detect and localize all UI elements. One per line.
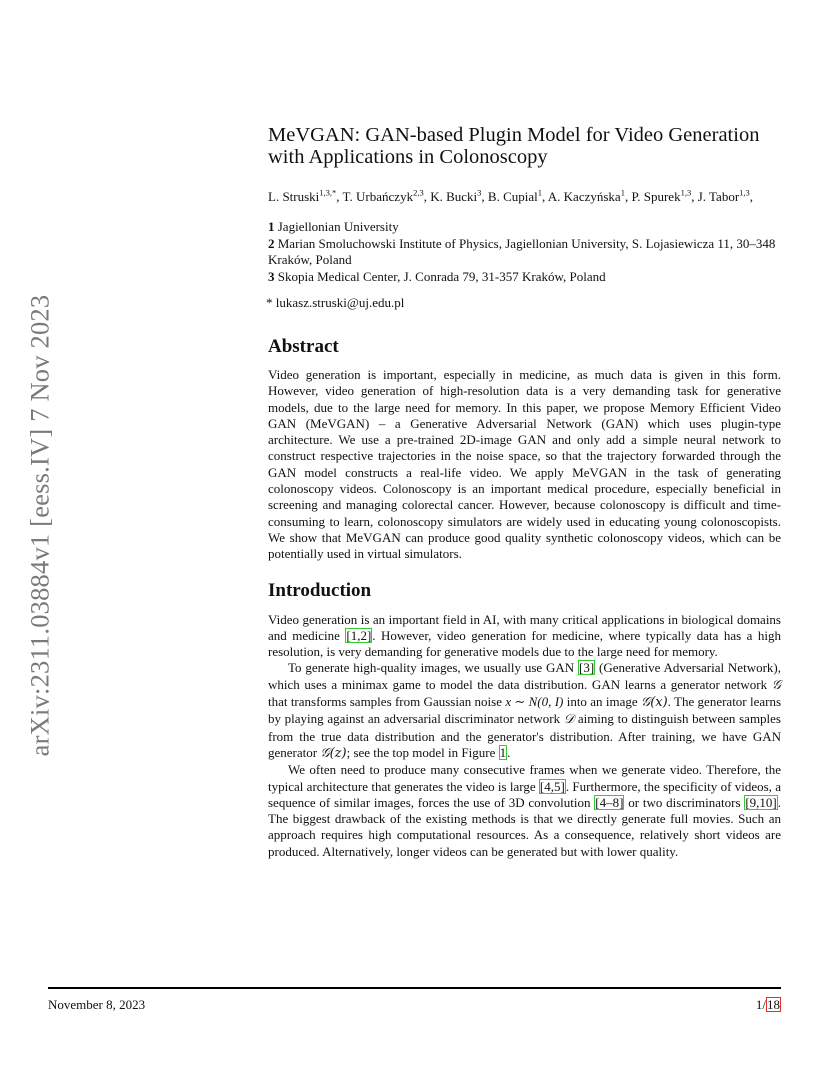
author-name: L. Struski (268, 189, 320, 204)
author-name: , T. Urbańczyk (336, 189, 414, 204)
author-name: , J. Tabor (691, 189, 740, 204)
footer-page-number (756, 997, 781, 1013)
paper-body (268, 124, 781, 860)
footer-rule (48, 987, 781, 989)
intro-paragraph-2 (268, 660, 781, 762)
citation-link[interactable]: [1,2] (346, 627, 372, 643)
author-affil-sup: 1,3,* (319, 187, 337, 198)
affiliation-3 (268, 269, 781, 286)
text-run: into an image (563, 694, 641, 710)
author-name: , K. Bucki (423, 189, 478, 204)
math-generated-image: 𝒢(x) (640, 695, 668, 711)
figure-link[interactable]: 1 (499, 744, 507, 760)
affiliation-number: 3 (268, 268, 275, 284)
text-run: ; see the top model in Figure (346, 744, 499, 760)
citation-link[interactable]: [4,5] (539, 778, 565, 794)
author-affil-sup: 1 (620, 187, 625, 198)
text-run: . However, video generation for medicine, where typically data has a high resolution, is very demanding for generative models due to the large need for memory. (268, 627, 781, 660)
text-run: We often need to produce many consecutive frames when we generate video. Therefore, the typical architecture that generates the video is large (268, 762, 781, 794)
math-noise: x ∼ N(0, I) (505, 694, 564, 710)
citation-link[interactable]: [9,10] (745, 794, 777, 810)
affiliation-1 (268, 219, 781, 236)
title-line-2: with Applications in Colonoscopy (268, 146, 548, 168)
affiliation-number: 1 (268, 219, 275, 234)
author-name: , P. Spurek (624, 189, 681, 204)
author-affil-sup: 1 (537, 187, 542, 198)
citation-link[interactable]: [4–8] (595, 794, 624, 810)
arxiv-stamp (20, 288, 60, 763)
text-run: . (507, 744, 511, 760)
math-discriminator: 𝒟 (563, 712, 575, 728)
author-name: , A. Kaczyńska (542, 189, 621, 204)
affiliation-number: 2 (268, 235, 275, 251)
author-list (268, 188, 781, 205)
text-run: or two discriminators (624, 794, 745, 810)
text-run: . Furthermore, the specificity of videos, a sequence of similar images, forces the use of 3D convolution (268, 778, 781, 810)
author-affil-sup: 3 (477, 187, 482, 198)
intro-paragraph-1 (268, 612, 781, 661)
author-affil-sup: 2,3 (413, 187, 424, 198)
text-run: (Generative Adversarial Network), which uses a minimax game to model the data distribution. GAN learns a generator network (268, 660, 781, 692)
footer-date: November 8, 2023 (48, 997, 146, 1012)
affiliation-text: Marian Smoluchowski Institute of Physics, Jagiellonian University, S. Lojasiewicza 11, 30–348 Kraków, Poland (268, 235, 776, 267)
affiliation-text: Jagiellonian University (274, 219, 399, 234)
paper-title (268, 124, 781, 168)
author-affil-sup: 1,3 (739, 187, 750, 198)
abstract-heading: Abstract (268, 336, 339, 357)
introduction-heading: Introduction (268, 579, 372, 601)
text-run: aiming to distinguish between samples from the true data distribution and the generator's distribution. After training, we have GAN generator (268, 711, 781, 760)
text-run: . The generator learns by playing against an adversarial discriminator network (268, 694, 781, 727)
arxiv-id[interactable]: arXiv:2311.03884v1 [eess.IV] 7 Nov 2023 (24, 294, 55, 757)
intro-paragraph-3 (268, 762, 781, 860)
math-generator-z: 𝒢(z) (320, 745, 347, 761)
math-generator: 𝒢 (771, 677, 781, 693)
corresponding-email[interactable]: * lukasz.struski@uj.edu.pl (266, 295, 405, 310)
page-total-link[interactable]: 18 (767, 997, 780, 1012)
text-run: To generate high-quality images, we usually use GAN (288, 660, 578, 676)
text-run: . The biggest drawback of the existing methods is that we directly generate full movies. Such an approach requires high computational resources. As a consequence, relatively short videos are produced. Alternatively, longer videos can be generated but with lower quality. (268, 794, 781, 859)
page-current: 1/ (755, 997, 766, 1012)
text-run: that transforms samples from Gaussian noise (268, 694, 506, 710)
abstract-text: Video generation is important, especially in medicine, as much data is given in this form. However, video generation of high-resolution data is a very demanding task for generative models, due to the large need for memory. In this paper, we propose Memory Efficient Video GAN (MeVGAN) – a Generative Adversarial Network (GAN) which uses plugin-type architecture. We use a pre-trained 2D-image GAN and only add a simple neural network to construct respective trajectories in the noise space, so that the trajectory forwarded through the GAN model constructs a real-life video. We apply MeVGAN in the task of generating colonoscopy videos. Colonoscopy is an important medical procedure, especially beneficial in screening and managing colorectal cancer. However, because colonoscopy is difficult and time-consuming to learn, colonoscopy simulators are widely used in educating young colonoscopists. We show that MeVGAN can produce good quality synthetic colonoscopy videos, which can be potentially used in virtual simulators. (268, 367, 781, 562)
affiliation-text: Skopia Medical Center, J. Conrada 79, 31-357 Kraków, Poland (274, 268, 606, 284)
title-line-1: MeVGAN: GAN-based Plugin Model for Video Generation (268, 124, 760, 146)
citation-link[interactable]: [3] (579, 660, 595, 676)
text-run: Video generation is an important field in AI, with many critical applications in biological domains and medicine (268, 611, 781, 643)
author-name: , B. Cupial (481, 189, 538, 204)
author-list-end: , (749, 189, 754, 204)
affiliation-2 (268, 236, 781, 269)
author-affil-sup: 1,3 (680, 187, 692, 198)
